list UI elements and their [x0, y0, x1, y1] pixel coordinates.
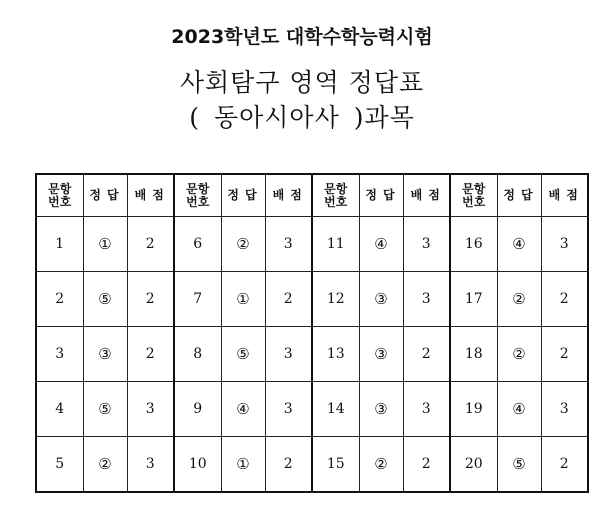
- table-row: [36, 437, 588, 493]
- column-header-points: 배점: [127, 174, 174, 217]
- question-number: 2: [36, 272, 83, 327]
- points-value: 3: [127, 382, 174, 437]
- header-row: [36, 174, 588, 217]
- column-header-number: [312, 174, 359, 217]
- question-number: 1: [36, 217, 83, 272]
- question-number: 3: [36, 327, 83, 382]
- answer-choice: ⑤: [497, 437, 541, 493]
- points-value: 2: [127, 272, 174, 327]
- column-header-answer: 정답: [83, 174, 127, 217]
- answer-choice: ⑤: [83, 272, 127, 327]
- points-value: 2: [541, 272, 588, 327]
- column-header-number-line2: 번호: [48, 194, 72, 209]
- points-value: 2: [403, 437, 450, 493]
- table-row: [36, 272, 588, 327]
- points-value: 2: [541, 437, 588, 493]
- column-header-number: [174, 174, 221, 217]
- question-number: 5: [36, 437, 83, 493]
- question-number: 17: [450, 272, 497, 327]
- question-number: 9: [174, 382, 221, 437]
- question-number: 6: [174, 217, 221, 272]
- question-number: 11: [312, 217, 359, 272]
- column-header-number-line2: 번호: [462, 194, 486, 209]
- answer-choice: ④: [359, 217, 403, 272]
- answer-choice: ②: [221, 217, 265, 272]
- column-header-number-line1: 문항: [48, 181, 72, 196]
- column-header-number: [450, 174, 497, 217]
- points-value: 3: [403, 217, 450, 272]
- subject-line: [0, 98, 604, 134]
- points-value: 3: [127, 437, 174, 493]
- question-number: 15: [312, 437, 359, 493]
- points-value: 3: [541, 217, 588, 272]
- subject-name: 동아시아사: [213, 103, 340, 132]
- points-value: 2: [127, 327, 174, 382]
- column-header-points: 배점: [403, 174, 450, 217]
- answer-choice: ①: [83, 217, 127, 272]
- answer-choice: ⑤: [83, 382, 127, 437]
- points-value: 3: [265, 327, 312, 382]
- column-header-number-line1: 문항: [186, 181, 210, 196]
- answer-choice: ②: [83, 437, 127, 493]
- column-header-answer: 정답: [221, 174, 265, 217]
- column-header-points: 배점: [541, 174, 588, 217]
- table-row: [36, 217, 588, 272]
- question-number: 19: [450, 382, 497, 437]
- answer-choice: ③: [359, 327, 403, 382]
- answer-choice: ②: [497, 272, 541, 327]
- points-value: 3: [403, 382, 450, 437]
- points-value: 2: [403, 327, 450, 382]
- column-header-number: [36, 174, 83, 217]
- column-header-number-line1: 문항: [462, 181, 486, 196]
- question-number: 14: [312, 382, 359, 437]
- answer-choice: ④: [497, 382, 541, 437]
- question-number: 8: [174, 327, 221, 382]
- answer-choice: ①: [221, 272, 265, 327]
- points-value: 3: [265, 217, 312, 272]
- question-number: 13: [312, 327, 359, 382]
- points-value: 2: [265, 437, 312, 493]
- column-header-answer: 정답: [497, 174, 541, 217]
- answer-choice: ②: [497, 327, 541, 382]
- question-number: 12: [312, 272, 359, 327]
- answer-choice: ③: [359, 382, 403, 437]
- column-header-number-line2: 번호: [186, 194, 210, 209]
- column-header-answer: 정답: [359, 174, 403, 217]
- question-number: 18: [450, 327, 497, 382]
- question-number: 16: [450, 217, 497, 272]
- question-number: 7: [174, 272, 221, 327]
- answer-key-title: 사회탐구 영역 정답표: [179, 68, 425, 97]
- answer-choice: ①: [221, 437, 265, 493]
- points-value: 3: [265, 382, 312, 437]
- question-number: 10: [174, 437, 221, 493]
- points-value: 3: [541, 382, 588, 437]
- column-header-number-line2: 번호: [324, 194, 348, 209]
- subject-paren-left: (: [189, 103, 200, 132]
- table-row: [36, 382, 588, 437]
- answer-choice: ③: [83, 327, 127, 382]
- answer-choice: ⑤: [221, 327, 265, 382]
- points-value: 3: [403, 272, 450, 327]
- points-value: 2: [265, 272, 312, 327]
- answer-choice: ③: [359, 272, 403, 327]
- column-header-points: 배점: [265, 174, 312, 217]
- table-row: [36, 327, 588, 382]
- subject-paren-right: )과목: [353, 103, 415, 132]
- question-number: 4: [36, 382, 83, 437]
- answer-choice: ④: [221, 382, 265, 437]
- answer-choice: ②: [359, 437, 403, 493]
- exam-name: 2023학년도 대학수학능력시험: [171, 26, 433, 48]
- answer-table: [35, 173, 589, 493]
- column-header-number-line1: 문항: [324, 181, 348, 196]
- points-value: 2: [541, 327, 588, 382]
- points-value: 2: [127, 217, 174, 272]
- answer-choice: ④: [497, 217, 541, 272]
- table-body: [36, 217, 588, 493]
- question-number: 20: [450, 437, 497, 493]
